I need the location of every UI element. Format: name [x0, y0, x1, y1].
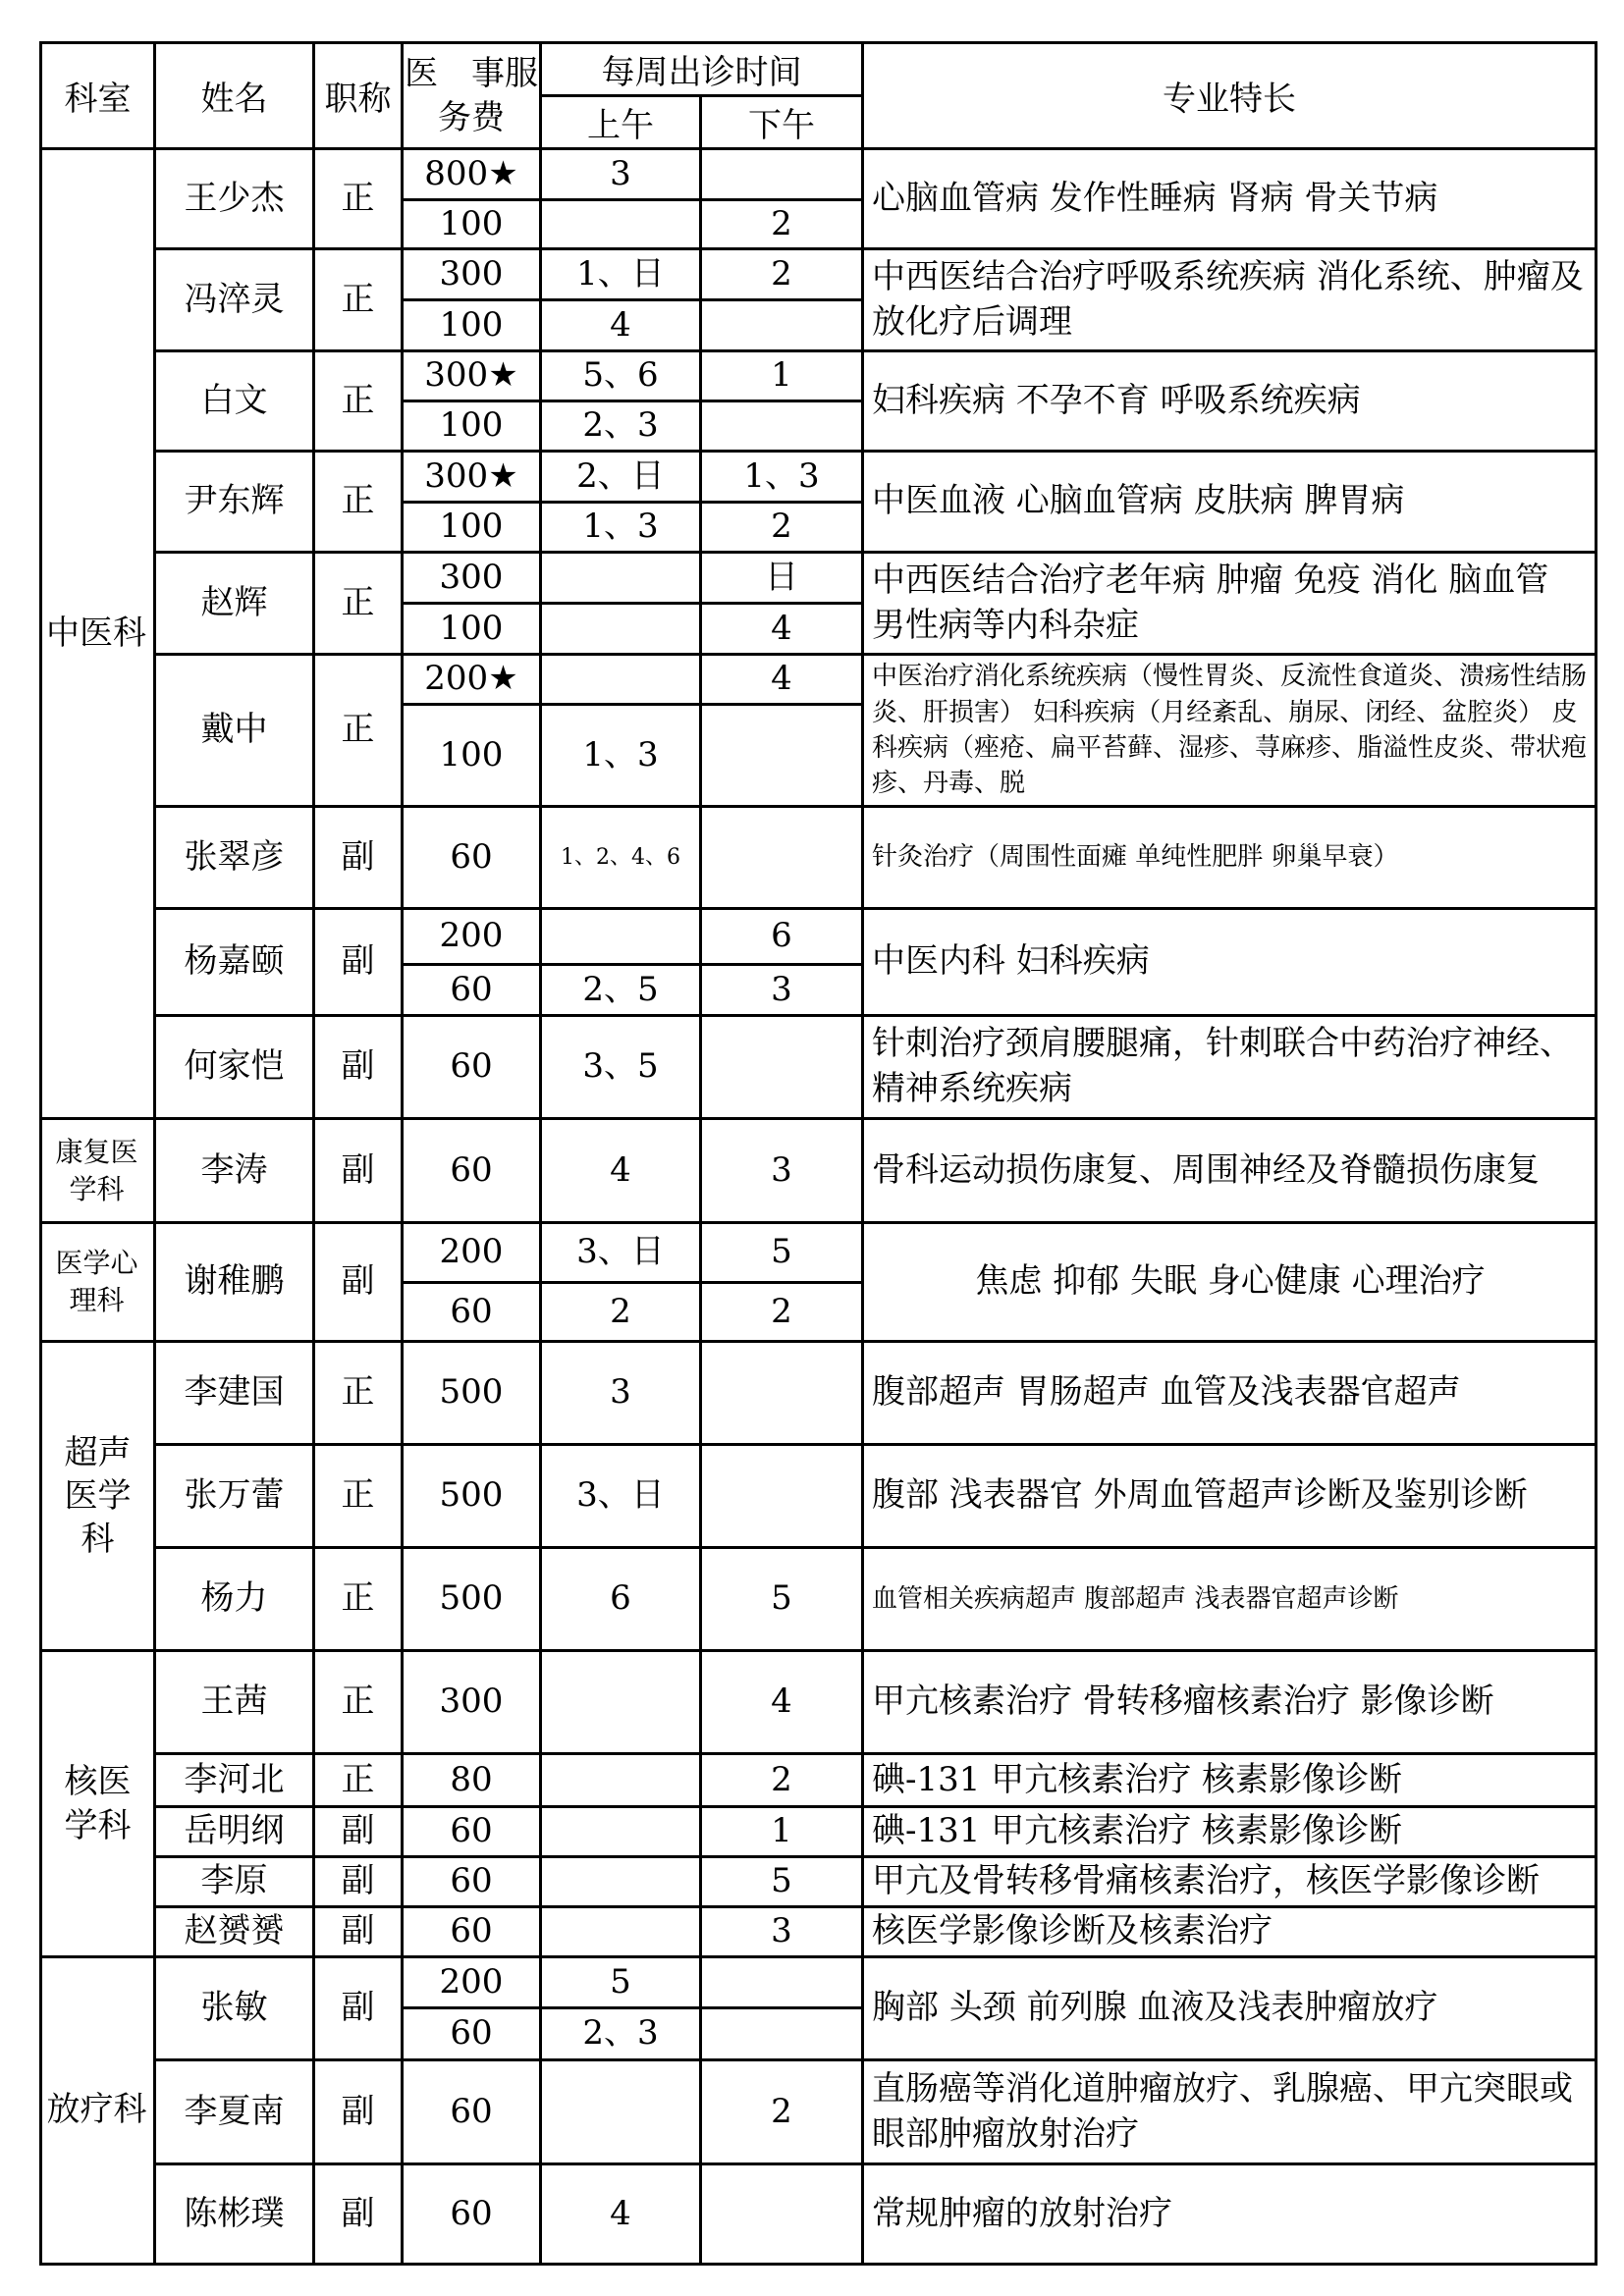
- department-cell: 医学心理科: [41, 1223, 155, 1342]
- table-row: [41, 1857, 1597, 1907]
- header-name: 姓名: [155, 43, 314, 149]
- service-fee: 60: [403, 1016, 541, 1119]
- service-fee: 200: [403, 1957, 541, 2008]
- doctor-name: 李河北: [155, 1754, 314, 1807]
- service-fee: 100: [403, 200, 541, 249]
- specialty: 腹部 浅表器官 外周血管超声诊断及鉴别诊断: [863, 1445, 1597, 1548]
- service-fee: 800★: [403, 149, 541, 200]
- doctor-name: 李夏南: [155, 2060, 314, 2164]
- service-fee: 300★: [403, 452, 541, 503]
- doctor-name: 张翠彦: [155, 807, 314, 909]
- table-row: [41, 2060, 1597, 2164]
- service-fee: 500: [403, 1548, 541, 1651]
- department-cell: 康复医学科: [41, 1119, 155, 1223]
- table-row: [41, 1223, 1597, 1283]
- service-fee: 500: [403, 1342, 541, 1445]
- morning-days: [541, 1857, 701, 1907]
- doctor-title: 正: [314, 149, 403, 249]
- specialty: 中医治疗消化系统疾病（慢性胃炎、反流性食道炎、溃疡性结肠炎、肝损害） 妇科疾病（月经紊乱、崩尿、闭经、盆腔炎） 皮科疾病（痤疮、扁平苔藓、湿疹、荨麻疹、脂溢性皮炎、带状疱疹、丹毒、脱: [863, 655, 1597, 807]
- specialty: 妇科疾病 不孕不育 呼吸系统疾病: [863, 351, 1597, 452]
- doctor-title: 正: [314, 249, 403, 351]
- table-row: [41, 807, 1597, 909]
- morning-days: 1、2、4、6: [541, 807, 701, 909]
- header-afternoon: 下午: [701, 96, 863, 149]
- service-fee: 60: [403, 807, 541, 909]
- doctor-name: 何家恺: [155, 1016, 314, 1119]
- afternoon-days: 1: [701, 351, 863, 401]
- table-row: [41, 1445, 1597, 1548]
- afternoon-days: 6: [701, 909, 863, 965]
- doctor-title: 正: [314, 1445, 403, 1548]
- doctor-title: 正: [314, 553, 403, 655]
- table-row: [41, 1548, 1597, 1651]
- doctor-title: 正: [314, 655, 403, 807]
- service-fee: 100: [403, 401, 541, 452]
- specialty: 中西医结合治疗老年病 肿瘤 免疫 消化 脑血管 男性病等内科杂症: [863, 553, 1597, 655]
- specialty: 碘-131 甲亢核素治疗 核素影像诊断: [863, 1807, 1597, 1857]
- service-fee: 300: [403, 249, 541, 300]
- specialty: 骨科运动损伤康复、周围神经及脊髓损伤康复: [863, 1119, 1597, 1223]
- afternoon-days: [701, 2008, 863, 2060]
- morning-days: [541, 909, 701, 965]
- afternoon-days: 5: [701, 1857, 863, 1907]
- header-morning: 上午: [541, 96, 701, 149]
- specialty: 常规肿瘤的放射治疗: [863, 2164, 1597, 2265]
- afternoon-days: 5: [701, 1223, 863, 1283]
- afternoon-days: [701, 401, 863, 452]
- doctor-name: 杨力: [155, 1548, 314, 1651]
- service-fee: 200: [403, 1223, 541, 1283]
- service-fee: 200★: [403, 655, 541, 705]
- afternoon-days: [701, 300, 863, 351]
- doctor-name: 张敏: [155, 1957, 314, 2060]
- afternoon-days: [701, 807, 863, 909]
- table-row: [41, 1807, 1597, 1857]
- afternoon-days: [701, 2164, 863, 2265]
- department-cell: 超声医学科: [41, 1342, 155, 1651]
- service-fee: 60: [403, 2164, 541, 2265]
- doctor-title: 副: [314, 807, 403, 909]
- header-department: 科室: [41, 43, 155, 149]
- morning-days: 4: [541, 1119, 701, 1223]
- specialty: 中西医结合治疗呼吸系统疾病 消化系统、肿瘤及放化疗后调理: [863, 249, 1597, 351]
- afternoon-days: 2: [701, 1283, 863, 1342]
- morning-days: 2: [541, 1283, 701, 1342]
- doctor-name: 王茜: [155, 1651, 314, 1754]
- table-row: [41, 553, 1597, 604]
- specialty: 甲亢核素治疗 骨转移瘤核素治疗 影像诊断: [863, 1651, 1597, 1754]
- specialty: 中医血液 心脑血管病 皮肤病 脾胃病: [863, 452, 1597, 553]
- afternoon-days: [701, 1016, 863, 1119]
- morning-days: [541, 200, 701, 249]
- table-row: [41, 1119, 1597, 1223]
- doctor-title: 正: [314, 1754, 403, 1807]
- morning-days: 4: [541, 300, 701, 351]
- service-fee: 80: [403, 1754, 541, 1807]
- afternoon-days: 4: [701, 655, 863, 705]
- service-fee: 60: [403, 2060, 541, 2164]
- doctor-name: 赵赟赟: [155, 1907, 314, 1957]
- specialty: 甲亢及骨转移骨痛核素治疗，核医学影像诊断: [863, 1857, 1597, 1907]
- doctor-title: 副: [314, 1016, 403, 1119]
- table-row: [41, 1016, 1597, 1119]
- afternoon-days: 2: [701, 249, 863, 300]
- morning-days: [541, 553, 701, 604]
- morning-days: 3、日: [541, 1223, 701, 1283]
- doctor-title: 副: [314, 2060, 403, 2164]
- morning-days: 2、日: [541, 452, 701, 503]
- specialty: 胸部 头颈 前列腺 血液及浅表肿瘤放疗: [863, 1957, 1597, 2060]
- morning-days: [541, 604, 701, 655]
- afternoon-days: 2: [701, 2060, 863, 2164]
- table-row: [41, 1754, 1597, 1807]
- afternoon-days: [701, 149, 863, 200]
- doctor-name: 李建国: [155, 1342, 314, 1445]
- afternoon-days: 3: [701, 1907, 863, 1957]
- service-fee: 100: [403, 300, 541, 351]
- morning-days: 3、5: [541, 1016, 701, 1119]
- service-fee: 500: [403, 1445, 541, 1548]
- morning-days: 4: [541, 2164, 701, 2265]
- doctor-title: 正: [314, 351, 403, 452]
- doctor-name: 岳明纲: [155, 1807, 314, 1857]
- service-fee: 200: [403, 909, 541, 965]
- department-cell: 核医学科: [41, 1651, 155, 1957]
- doctor-title: 副: [314, 1807, 403, 1857]
- morning-days: 2、3: [541, 2008, 701, 2060]
- afternoon-days: 2: [701, 503, 863, 553]
- table-row: [41, 149, 1597, 200]
- table-row: [41, 909, 1597, 965]
- table-row: [41, 1907, 1597, 1957]
- afternoon-days: 4: [701, 1651, 863, 1754]
- doctor-name: 谢稚鹏: [155, 1223, 314, 1342]
- morning-days: [541, 1907, 701, 1957]
- doctor-name: 杨嘉颐: [155, 909, 314, 1016]
- service-fee: 60: [403, 1907, 541, 1957]
- afternoon-days: 2: [701, 200, 863, 249]
- table-body: [41, 149, 1597, 2265]
- doctor-name: 赵辉: [155, 553, 314, 655]
- afternoon-days: 2: [701, 1754, 863, 1807]
- service-fee: 60: [403, 1283, 541, 1342]
- service-fee: 300★: [403, 351, 541, 401]
- doctor-name: 李涛: [155, 1119, 314, 1223]
- header-weekly-schedule: 每周出诊时间: [541, 43, 863, 96]
- afternoon-days: 1: [701, 1807, 863, 1857]
- department-cell: 中医科: [41, 149, 155, 1119]
- morning-days: 1、日: [541, 249, 701, 300]
- doctor-title: 副: [314, 2164, 403, 2265]
- afternoon-days: 3: [701, 965, 863, 1016]
- morning-days: [541, 1651, 701, 1754]
- doctor-name: 白文: [155, 351, 314, 452]
- service-fee: 100: [403, 705, 541, 807]
- table-row: [41, 1342, 1597, 1445]
- afternoon-days: 日: [701, 553, 863, 604]
- doctor-name: 张万蕾: [155, 1445, 314, 1548]
- service-fee: 300: [403, 553, 541, 604]
- doctor-title: 副: [314, 1119, 403, 1223]
- afternoon-days: 3: [701, 1119, 863, 1223]
- doctor-title: 正: [314, 1342, 403, 1445]
- service-fee: 60: [403, 1119, 541, 1223]
- table-row: [41, 249, 1597, 300]
- specialty: 腹部超声 胃肠超声 血管及浅表器官超声: [863, 1342, 1597, 1445]
- specialty: 针刺治疗颈肩腰腿痛，针刺联合中药治疗神经、精神系统疾病: [863, 1016, 1597, 1119]
- specialty: 核医学影像诊断及核素治疗: [863, 1907, 1597, 1957]
- doctor-title: 副: [314, 1907, 403, 1957]
- afternoon-days: [701, 1445, 863, 1548]
- doctor-name: 李原: [155, 1857, 314, 1907]
- morning-days: 1、3: [541, 503, 701, 553]
- doctor-title: 正: [314, 452, 403, 553]
- table-row: [41, 452, 1597, 503]
- doctor-name: 冯淬灵: [155, 249, 314, 351]
- morning-days: [541, 655, 701, 705]
- specialty: 心脑血管病 发作性睡病 肾病 骨关节病: [863, 149, 1597, 249]
- service-fee: 100: [403, 503, 541, 553]
- doctor-title: 副: [314, 1857, 403, 1907]
- doctor-name: 陈彬璞: [155, 2164, 314, 2265]
- morning-days: 3: [541, 1342, 701, 1445]
- specialty: 直肠癌等消化道肿瘤放疗、乳腺癌、甲亢突眼或眼部肿瘤放射治疗: [863, 2060, 1597, 2164]
- service-fee: 60: [403, 1857, 541, 1907]
- morning-days: 5: [541, 1957, 701, 2008]
- table-row: [41, 351, 1597, 401]
- morning-days: [541, 1807, 701, 1857]
- morning-days: [541, 1754, 701, 1807]
- afternoon-days: 1、3: [701, 452, 863, 503]
- specialty: 中医内科 妇科疾病: [863, 909, 1597, 1016]
- table-row: [41, 1651, 1597, 1754]
- specialty: 焦虑 抑郁 失眠 身心健康 心理治疗: [863, 1223, 1597, 1342]
- morning-days: 1、3: [541, 705, 701, 807]
- service-fee: 100: [403, 604, 541, 655]
- morning-days: 2、5: [541, 965, 701, 1016]
- morning-days: 6: [541, 1548, 701, 1651]
- afternoon-days: [701, 705, 863, 807]
- specialty: 碘-131 甲亢核素治疗 核素影像诊断: [863, 1754, 1597, 1807]
- header-fee: 医 事服务费: [403, 43, 541, 149]
- afternoon-days: [701, 1342, 863, 1445]
- doctor-schedule-table: [39, 41, 1597, 2266]
- table-row: [41, 2164, 1597, 2265]
- department-cell: 放疗科: [41, 1957, 155, 2265]
- doctor-name: 尹东辉: [155, 452, 314, 553]
- morning-days: 5、6: [541, 351, 701, 401]
- table-row: [41, 1957, 1597, 2008]
- morning-days: 2、3: [541, 401, 701, 452]
- service-fee: 60: [403, 2008, 541, 2060]
- afternoon-days: 5: [701, 1548, 863, 1651]
- doctor-name: 戴中: [155, 655, 314, 807]
- table-row: [41, 655, 1597, 705]
- doctor-title: 副: [314, 909, 403, 1016]
- service-fee: 60: [403, 965, 541, 1016]
- service-fee: 300: [403, 1651, 541, 1754]
- morning-days: [541, 2060, 701, 2164]
- header-specialty: 专业特长: [863, 43, 1597, 149]
- morning-days: 3: [541, 149, 701, 200]
- doctor-title: 正: [314, 1548, 403, 1651]
- service-fee: 60: [403, 1807, 541, 1857]
- doctor-title: 副: [314, 1957, 403, 2060]
- afternoon-days: [701, 1957, 863, 2008]
- specialty: 血管相关疾病超声 腹部超声 浅表器官超声诊断: [863, 1548, 1597, 1651]
- doctor-title: 副: [314, 1223, 403, 1342]
- header-title: 职称: [314, 43, 403, 149]
- doctor-name: 王少杰: [155, 149, 314, 249]
- specialty: 针灸治疗（周围性面瘫 单纯性肥胖 卵巢早衰）: [863, 807, 1597, 909]
- doctor-title: 正: [314, 1651, 403, 1754]
- afternoon-days: 4: [701, 604, 863, 655]
- morning-days: 3、日: [541, 1445, 701, 1548]
